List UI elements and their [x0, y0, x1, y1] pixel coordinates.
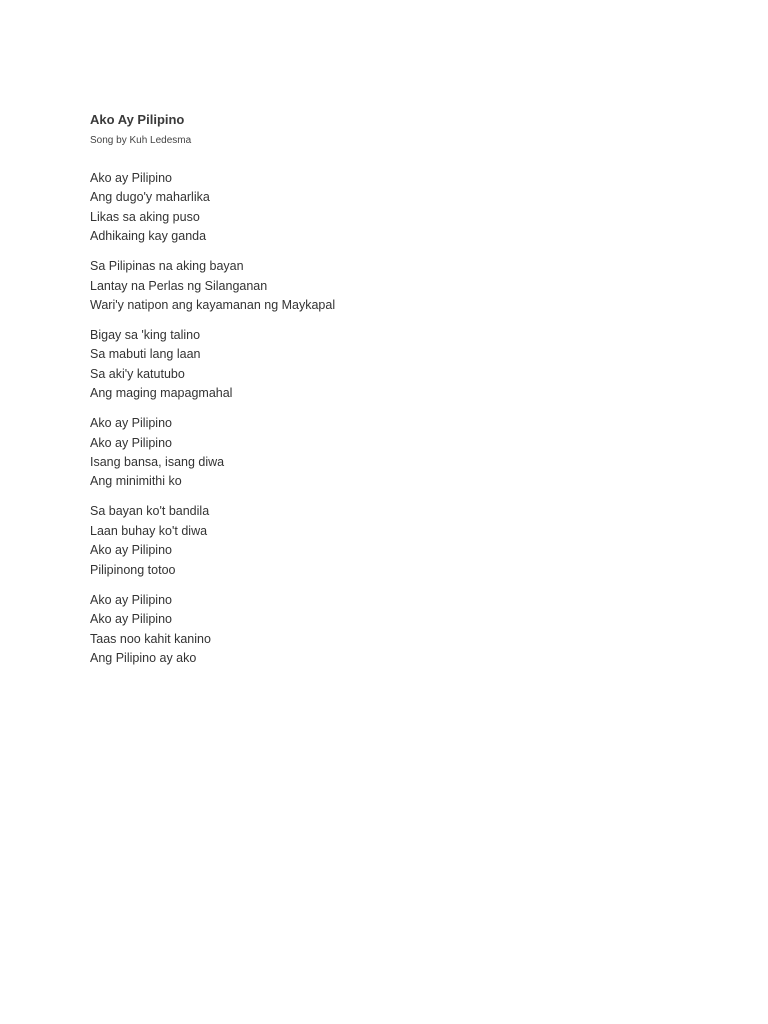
lyrics [90, 169, 710, 668]
stanza [90, 414, 710, 492]
lyric-line: Ang minimithi ko [90, 474, 182, 489]
stanza [90, 591, 710, 669]
lyric-line: Adhikaing kay ganda [90, 229, 207, 244]
document-page [90, 111, 710, 679]
lyric-line: Sa bayan ko't bandila [90, 504, 210, 519]
lyric-line: Sa Pilipinas na aking bayan [90, 259, 244, 274]
lyric-line: Isang bansa, isang diwa [90, 455, 225, 470]
lyric-line: Pilipinong totoo [90, 562, 176, 577]
lyric-line: Bigay sa 'king talino [90, 328, 201, 343]
lyric-line: Likas sa aking puso [90, 209, 200, 224]
stanza [90, 502, 710, 580]
lyric-line: Sa aki'y katutubo [90, 366, 185, 381]
lyric-line: Taas noo kahit kanino [90, 631, 211, 646]
lyric-line: Ako ay Pilipino [90, 612, 172, 627]
stanza [90, 169, 710, 247]
stanza [90, 326, 710, 404]
lyric-line: Ako ay Pilipino [90, 171, 172, 185]
lyric-line: Ang maging mapagmahal [90, 386, 233, 401]
lyric-line: Ang Pilipino ay ako [90, 650, 197, 665]
lyric-line: Ako ay Pilipino [90, 416, 172, 431]
lyric-line: Ako ay Pilipino [90, 435, 172, 450]
lyric-line: Sa mabuti lang laan [90, 347, 201, 362]
lyric-line: Ako ay Pilipino [90, 592, 172, 607]
lyric-line: Ako ay Pilipino [90, 543, 172, 558]
song-credit: Song by Kuh Ledesma [90, 135, 192, 146]
stanza [90, 257, 710, 315]
lyric-line: Ang dugo'y maharlika [90, 190, 210, 205]
lyric-line: Laan buhay ko't diwa [90, 523, 208, 538]
song-title: Ako Ay Pilipino [90, 112, 185, 127]
lyric-line: Wari'y natipon ang kayamanan ng Maykapal [90, 298, 336, 313]
lyric-line: Lantay na Perlas ng Silanganan [90, 278, 268, 293]
